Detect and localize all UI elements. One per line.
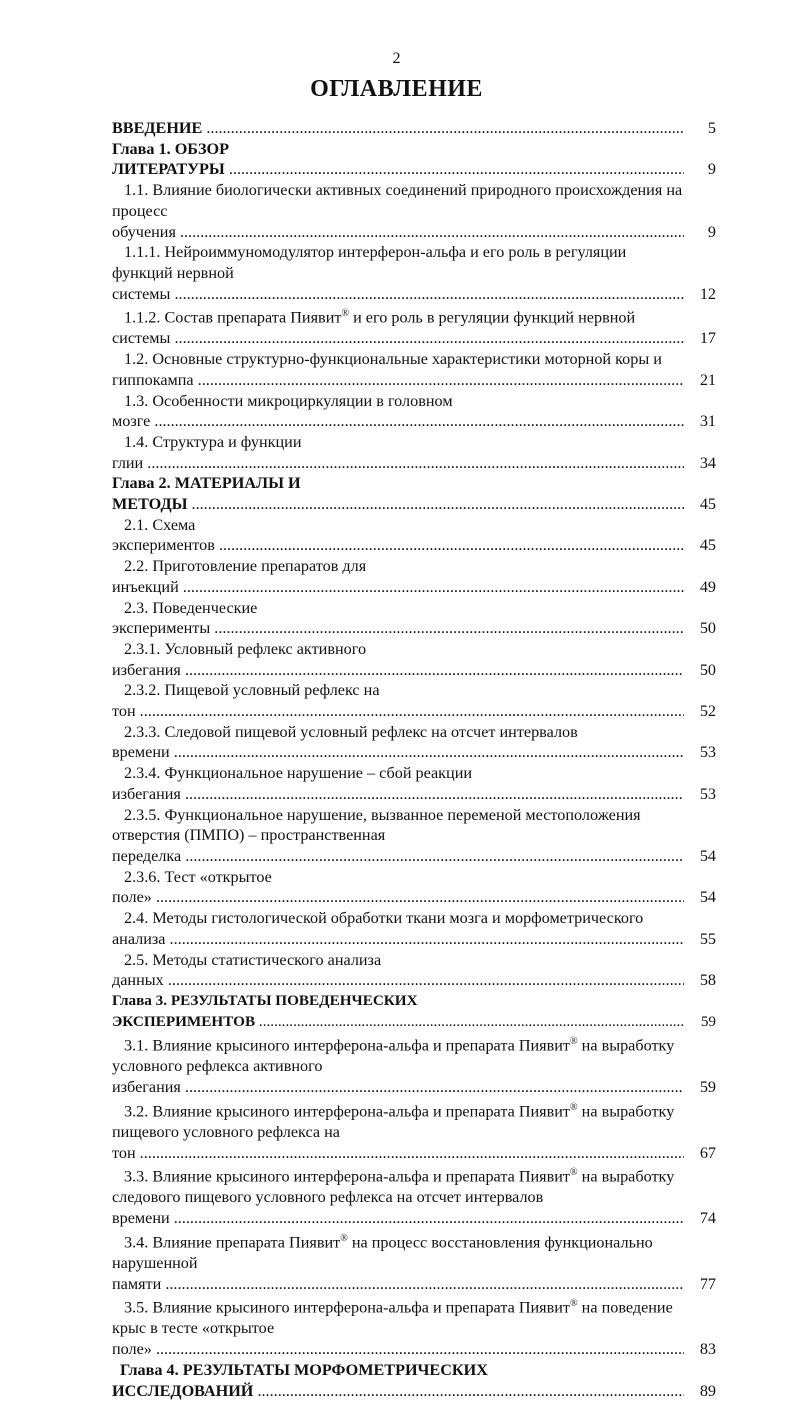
toc-entry-page: 58 [699, 971, 716, 990]
toc-entry-title: Глава 1. ОБЗОР ЛИТЕРАТУРЫ ..... [112, 139, 684, 180]
toc-entry-page: 59 [699, 1078, 716, 1097]
toc-entry [112, 867, 716, 908]
toc-entry-page: 54 [699, 888, 716, 907]
toc-entry [112, 950, 716, 991]
toc-entry [112, 991, 716, 1032]
toc-entry-title: 2.3.5. Функциональное нарушение, вызванное переменой местоположения отверстия (ПМПО) – пространственная переделка ..... [112, 805, 684, 867]
toc-entry-title: 2.3.2. Пищевой условный рефлекс на тон ..... [112, 680, 684, 721]
toc-entry [112, 473, 716, 514]
toc-entry-page: 12 [699, 284, 716, 303]
toc-entry-page: 45 [699, 536, 716, 555]
toc-entry-page: 55 [699, 929, 716, 948]
toc-entry-page: 34 [699, 453, 716, 472]
toc-entry-title: 1.4. Структура и функции глии ..... [112, 432, 684, 473]
toc-entry [112, 908, 716, 949]
toc-entry [112, 680, 716, 721]
toc-entry-title: 2.3.3. Следовой пищевой условный рефлекс на отсчет интервалов времени ..... [112, 722, 684, 763]
toc-entry-title: 2.1. Схема экспериментов ..... [112, 515, 684, 556]
toc-entry [112, 1163, 716, 1229]
toc-entry-title: 2.3.1. Условный рефлекс активного избегания ..... [112, 639, 684, 680]
toc-entry-title: 3.1. Влияние крысиного интерферона-альфа и препарата Пиявит® на выработку условного рефлекса активного избегания ..... [112, 1032, 684, 1098]
toc-entry-page: 21 [699, 370, 716, 389]
toc-entry-title: 1.1.1. Нейроиммуномодулятор интерферон-альфа и его роль в регуляции функций нервной системы ..... [112, 242, 684, 304]
toc-entry [112, 242, 716, 304]
toc-entry-title: 1.1. Влияние биологически активных соединений природного происхождения на процесс обучения ..... [112, 180, 684, 242]
toc-entry-title: Глава 2. МАТЕРИАЛЫ И МЕТОДЫ ..... [112, 473, 684, 514]
toc-entry-title: 1.2. Основные структурно-функциональные характеристики моторной коры и гиппокампа ..... [112, 349, 684, 390]
toc-entry [112, 139, 716, 180]
toc-entry-page: 31 [699, 412, 716, 431]
toc-entry-page: 52 [699, 702, 716, 721]
toc-entry [112, 391, 716, 432]
toc-entry-page: 53 [699, 743, 716, 762]
toc-entry-page: 77 [699, 1274, 716, 1293]
toc-entry-title: 1.3. Особенности микроциркуляции в головном мозге ..... [112, 391, 684, 432]
toc-entry [112, 304, 716, 349]
toc-entry-page: 83 [699, 1340, 716, 1359]
toc-entry [112, 1294, 716, 1360]
toc-entry-page: 67 [699, 1143, 716, 1162]
toc-entry-page: 50 [699, 660, 716, 679]
toc-entry [112, 432, 716, 473]
toc-entry-page: 53 [699, 784, 716, 803]
toc-entry [112, 639, 716, 680]
toc-entry-page: 9 [707, 160, 716, 179]
page-title: ОГЛАВЛЕНИЕ [310, 76, 483, 102]
toc-entry-page: 45 [699, 495, 716, 514]
toc-entry-title: 3.3. Влияние крысиного интерферона-альфа и препарата Пиявит® на выработку следового пищевого условного рефлекса на отсчет интервалов времени ..... [112, 1163, 684, 1229]
toc-entry [112, 118, 716, 139]
toc-entry [112, 1229, 716, 1295]
toc-entry [112, 1098, 716, 1164]
toc-entry-title: 2.3.6. Тест «открытое поле» ..... [112, 867, 684, 908]
toc-entry [112, 722, 716, 763]
toc-entry [112, 180, 716, 242]
toc-entry-title: 2.4. Методы гистологической обработки ткани мозга и морфометрического анализа ..... [112, 908, 684, 949]
toc-entry [112, 349, 716, 390]
toc-entry-page: 17 [699, 329, 716, 348]
toc-entry-page: 49 [699, 577, 716, 596]
toc-entry-title: Глава 4. РЕЗУЛЬТАТЫ МОРФОМЕТРИЧЕСКИХ ИССЛЕДОВАНИЙ ..... [112, 1360, 684, 1401]
toc-entry-title: 2.3. Поведенческие эксперименты ..... [112, 598, 684, 639]
toc-entry-title: ВВЕДЕНИЕ ..... [112, 118, 684, 139]
table-of-contents [112, 118, 716, 1401]
toc-entry [112, 515, 716, 556]
toc-entry [112, 598, 716, 639]
toc-entry-title: 2.2. Приготовление препаратов для инъекций ..... [112, 556, 684, 597]
toc-entry-title: 1.1.2. Состав препарата Пиявит® и его роль в регуляции функций нервной системы ..... [112, 304, 684, 349]
toc-entry-page: 54 [699, 847, 716, 865]
toc-entry [112, 763, 716, 804]
toc-entry-title: 2.5. Методы статистического анализа данных ..... [112, 950, 684, 991]
toc-entry-title: 3.5. Влияние крысиного интерферона-альфа и препарата Пиявит® на поведение крыс в тесте «открытое поле» ..... [112, 1294, 684, 1360]
toc-entry [112, 1360, 716, 1401]
toc-entry-page: 74 [699, 1209, 716, 1228]
toc-entry-title: 3.4. Влияние препарата Пиявит® на процесс восстановления функционально нарушенной памяти ..... [112, 1229, 684, 1295]
toc-entry-page: 5 [707, 119, 716, 137]
toc-entry-page: 9 [707, 222, 716, 241]
toc-entry-page: 59 [700, 1012, 716, 1030]
toc-entry-title: 2.3.4. Функциональное нарушение – сбой реакции избегания ..... [112, 763, 684, 804]
toc-entry [112, 805, 716, 867]
toc-entry-page: 50 [699, 619, 716, 638]
toc-entry-title: Глава 3. РЕЗУЛЬТАТЫ ПОВЕДЕНЧЕСКИХ ЭКСПЕРИМЕНТОВ ..... [112, 991, 684, 1032]
toc-entry [112, 556, 716, 597]
toc-entry-title: 3.2. Влияние крысиного интерферона-альфа и препарата Пиявит® на выработку пищевого условного рефлекса на тон ..... [112, 1098, 684, 1164]
page-number: 2 [392, 50, 401, 67]
toc-entry [112, 1032, 716, 1098]
toc-entry-page: 89 [699, 1381, 716, 1400]
